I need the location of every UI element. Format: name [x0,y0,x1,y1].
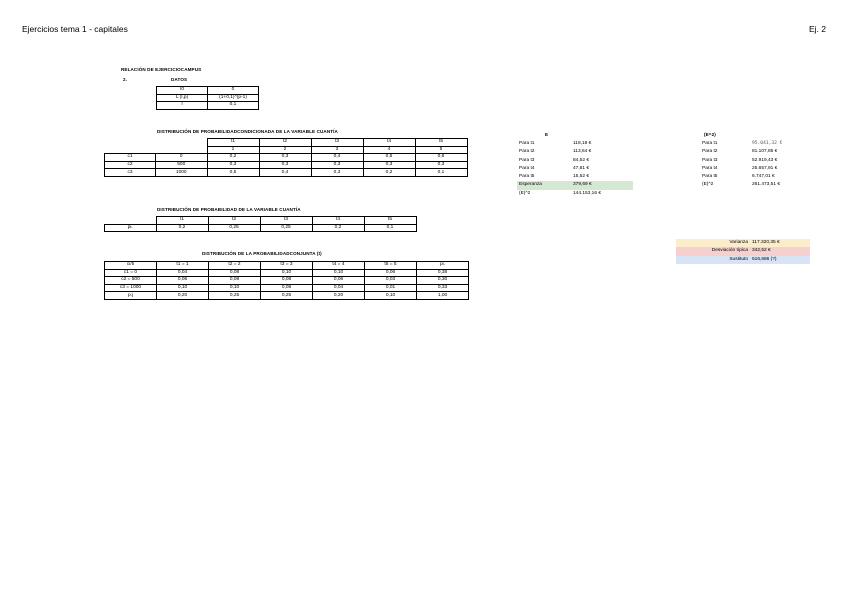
table-row [676,239,810,247]
table-cell: (1+0,1)^(p-1) [208,94,259,102]
table-cell: 0,4 [259,169,311,177]
table-cell: 0,3 [415,161,467,169]
table-row [517,148,633,156]
table-cell: t2 [259,139,311,147]
table-cell: 0,20 [313,292,365,300]
table-cell: 0,30 [417,277,469,285]
sustituto-value: 516,686 (?) [750,256,810,264]
table-row [105,277,469,285]
table-row [517,173,633,181]
table-cell: t4 = 4 [313,262,365,270]
table-cell: 113,64 € [573,149,592,155]
table-cell: Para t3 [519,157,535,163]
table-cell: 0,6 [415,154,467,162]
table-row [157,102,259,110]
table-cell: t4 [363,139,415,147]
table-cell: c2 [105,161,156,169]
table-cell: 0,38 [417,269,469,277]
table-cell [105,139,156,147]
table-cell: 95.041,32 € [752,141,783,146]
esperanza-value: 379,69 € [571,181,633,189]
marg-title: DISTRIBUCIÓN DE PROBABILIDAD DE LA VARIABLE CUANTÍA [157,207,301,212]
table-cell [105,217,157,225]
table-cell: 0,03 [365,277,417,285]
e2-header: (E^2) [704,132,716,137]
table-cell: 6.747,01 € [752,174,775,180]
table-cell: pi. [105,224,157,232]
table-cell: 0,5 [207,169,259,177]
joint-table [104,261,469,300]
table-cell: 0,10 [157,284,209,292]
table-row [700,165,810,173]
relacion-title: RELACIÓN DE EJERCICIOCAMPUS [121,67,202,72]
table-cell: 0 [156,154,208,162]
marginal-table [104,216,417,232]
table-cell: 0,04 [313,284,365,292]
table-cell: 0,06 [157,277,209,285]
table-cell: t5 [415,139,467,147]
table-cell: t4 [312,217,364,225]
table-cell: 0,3 [311,161,363,169]
table-cell: c1 = 0 [105,269,157,277]
table-cell: c3 [105,169,156,177]
table-cell: 5 [415,146,467,154]
table-row [105,224,417,232]
table-cell [156,146,208,154]
joint-title: DISTRIBUCIÓN DE LA PROBABILIDADCONJUNTA (t) [202,251,322,256]
table-cell: 0,2 [156,224,208,232]
table-row [105,161,468,169]
table-cell: 0,3 [311,169,363,177]
table-row [700,181,810,189]
table-row [105,269,469,277]
table-cell: Para t3 [702,157,718,163]
table-cell: t3 [311,139,363,147]
table-cell: 0,2 [363,169,415,177]
table-cell: 4 [363,146,415,154]
e2-table [700,140,810,190]
table-cell: Para t1 [519,141,535,146]
table-cell: 1000 [156,169,208,177]
table-cell: 0,1 [208,102,259,110]
table-row [517,190,633,198]
table-cell: c1 [105,154,156,162]
table-row [700,173,810,181]
e-header: E [545,132,549,137]
varianza-label: Varianza [676,239,750,247]
table-cell: 0,25 [260,224,312,232]
desviacion-value: 342,52 € [750,247,810,255]
table-cell: 0,08 [209,277,261,285]
table-row [105,284,469,292]
table-cell: 261.473,51 € [752,182,781,188]
table-cell: Para t4 [519,165,535,171]
table-row [105,169,468,177]
table-cell: (E)^2 [519,190,531,196]
exercise-item-number: 2. [123,77,128,82]
table-cell: I0 [157,87,208,95]
table-cell: t1 [207,139,259,147]
table-cell: p.j [105,292,157,300]
table-cell: t3 = 3 [261,262,313,270]
table-cell: Para t4 [702,165,718,171]
table-cell: c3 = 1000 [105,284,157,292]
table-cell: 0,3 [363,161,415,169]
table-cell: 0,04 [157,269,209,277]
e-table [517,140,633,198]
table-row [676,256,810,264]
table-cell: 0,2 [312,224,364,232]
table-cell: 0,25 [261,292,313,300]
table-cell: t2 = 2 [209,262,261,270]
table-cell: 2 [259,146,311,154]
table-row [105,292,469,300]
table-row [700,148,810,156]
conditional-table [104,138,468,177]
table-cell: t3 [260,217,312,225]
table-row [157,94,259,102]
table-row [517,140,633,148]
table-row [157,87,259,95]
table-cell: Para t1 [702,141,718,146]
document-title: Ejercicios tema 1 - capitales [22,24,128,34]
table-cell: I [157,102,208,110]
table-cell: t5 = 5 [365,262,417,270]
table-row [517,181,633,189]
cond-title: DISTRIBUCIÓN DE PROBABILIDADCONDICIONADA DE LA VARIABLE CUANTÍA [157,129,338,134]
table-cell: t1 = 1 [157,262,209,270]
table-cell: pi. [417,262,469,270]
table-cell: Para t5 [519,174,535,180]
table-cell: 500 [156,161,208,169]
table-cell: L (I,p) [157,94,208,102]
table-cell: 0,2 [207,154,259,162]
table-row [105,262,469,270]
esperanza-label: Esperanza [517,181,571,189]
stats-table [676,239,810,264]
table-cell: 0,1 [415,169,467,177]
table-cell: 47,81 € [573,165,590,171]
table-cell: 144.153,16 € [573,190,602,196]
table-cell: 0,5 [363,154,415,162]
datos-table [156,86,259,110]
table-cell: c2 = 500 [105,277,157,285]
table-cell: 0 [208,87,259,95]
table-cell: t1 [156,217,208,225]
table-cell: 81.107,85 € [752,149,778,155]
table-cell [105,146,156,154]
table-row [105,154,468,162]
table-cell [156,139,208,147]
table-cell: 0,01 [365,284,417,292]
table-row [105,139,468,147]
table-cell: 25.657,91 € [752,165,778,171]
table-cell: 0,10 [209,284,261,292]
table-cell: 1,00 [417,292,469,300]
table-cell: (E)^2 [702,182,714,188]
varianza-value: 117.320,35 € [750,239,810,247]
table-cell: 0,08 [209,269,261,277]
table-cell: 0,1 [364,224,416,232]
table-row [700,157,810,165]
table-row [676,247,810,255]
table-cell: 0,3 [207,161,259,169]
sustituto-label: Sustituto [676,256,750,264]
table-cell: 52.919,43 € [752,157,778,163]
table-cell: 0,06 [365,269,417,277]
table-cell: 0,10 [313,269,365,277]
table-cell: 3 [311,146,363,154]
table-cell: ci/ti [105,262,157,270]
table-cell: 0,20 [157,292,209,300]
table-cell: Para t2 [702,149,718,155]
table-cell: 15,52 € [573,174,590,180]
desviacion-label: Desviación típica [676,247,750,255]
table-cell: 0,10 [261,269,313,277]
table-row [517,157,633,165]
table-cell: 0,10 [365,292,417,300]
table-cell: 1 [207,146,259,154]
table-cell: 0,3 [259,154,311,162]
table-cell: Para t5 [702,174,718,180]
exercise-number: Ej. 2 [808,24,826,34]
table-row [700,140,810,148]
datos-label: DATOS [171,77,188,82]
table-cell: 0,3 [259,161,311,169]
table-cell: 0,08 [261,277,313,285]
table-row [105,217,417,225]
table-cell: 0,06 [313,277,365,285]
table-row [105,146,468,154]
table-cell: 0,25 [209,292,261,300]
table-cell: 0,08 [261,284,313,292]
table-cell: 118,18 € [573,141,592,146]
table-cell: 0,4 [311,154,363,162]
table-cell: 84,52 € [573,157,590,163]
table-cell: 0,33 [417,284,469,292]
table-cell: t2 [208,217,260,225]
table-row [517,165,633,173]
table-cell: 0,25 [208,224,260,232]
table-cell: Para t2 [519,149,535,155]
table-cell: t5 [364,217,416,225]
